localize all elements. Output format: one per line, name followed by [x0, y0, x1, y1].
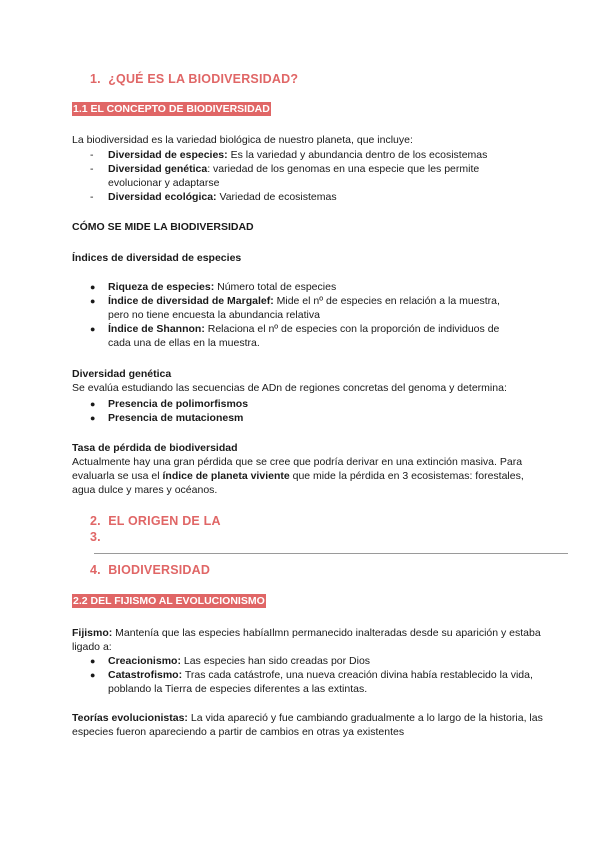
highlighted-heading: 2.2 DEL FIJISMO AL EVOLUCIONISMO	[73, 595, 265, 607]
list-item-text: Variedad de ecosistemas	[216, 191, 337, 203]
evolution-section	[72, 711, 543, 739]
heading-3-number: 3.	[90, 530, 101, 544]
genetic-list	[90, 397, 248, 425]
list-item	[90, 322, 500, 336]
bullet-icon: ●	[90, 656, 96, 666]
evolution-line: especies fueron apareciendo a partir de cambios en otras ya existentes	[72, 726, 405, 738]
loss-rate-section	[72, 441, 524, 497]
list-item-term: Catastrofismo:	[108, 669, 183, 681]
genetic-diversity-title: Diversidad genética	[72, 368, 172, 380]
list-item-text: Las especies han sido creadas por Dios	[180, 655, 371, 667]
heading-2-text: EL ORIGEN DE LA	[108, 514, 221, 528]
loss-rate-line: agua dulce y mares y océanos.	[72, 484, 218, 496]
list-item-text: Relaciona el nº de especies con la proporción de individuos de	[204, 323, 500, 335]
dash-bullet: -	[90, 163, 94, 175]
evolution-term: Teorías evolucionistas:	[72, 712, 188, 724]
fixism-list	[90, 654, 533, 696]
list-item-continuation: pero no tiene encuesta la abundancia relativa	[108, 309, 320, 321]
bullet-icon: ●	[90, 282, 96, 292]
fixism-term: Fijismo:	[72, 627, 113, 639]
list-item-text: Número total de especies	[214, 281, 337, 293]
list-item	[90, 411, 248, 425]
list-item	[90, 148, 487, 162]
loss-rate-title: Tasa de pérdida de biodiversidad	[72, 442, 238, 454]
list-item-continuation: cada una de ellas en la muestra.	[108, 337, 260, 349]
list-item-term: Diversidad ecológica:	[108, 191, 217, 203]
loss-rate-line	[72, 469, 524, 483]
list-item	[90, 280, 500, 294]
list-item-term: Índice de diversidad de Margalef:	[108, 295, 274, 307]
heading-1-text: ¿QUÉ ES LA BIODIVERSIDAD?	[108, 72, 299, 86]
evolution-line	[72, 711, 543, 725]
list-item-term: Diversidad genética	[108, 163, 208, 175]
text-run-bold: índice de planeta viviente	[162, 470, 290, 482]
list-item-term: Diversidad de especies:	[108, 149, 228, 161]
heading-4-text: BIODIVERSIDAD	[108, 563, 211, 577]
heading-4	[90, 563, 210, 577]
heading-1-number: 1.	[90, 72, 101, 86]
dash-bullet: -	[90, 191, 94, 203]
bullet-icon: ●	[90, 399, 96, 409]
text-run: Mantenía que las especies habíaIlmn permanecido inalteradas desde su aparición y estaba	[112, 627, 541, 639]
list-item-term: Creacionismo:	[108, 655, 181, 667]
section-1-1-heading	[72, 103, 271, 115]
list-item-text: Mide el nº de especies en relación a la muestra,	[273, 295, 500, 307]
diversity-list	[90, 148, 487, 204]
text-run: evaluarla se usa el	[72, 470, 163, 482]
bullet-icon: ●	[90, 296, 96, 306]
list-item-text: Es la variedad y abundancia dentro de los ecosistemas	[227, 149, 488, 161]
indices-list	[90, 280, 500, 350]
heading-4-number: 4.	[90, 563, 101, 577]
list-item	[90, 397, 248, 411]
list-item-continuation: evolucionar y adaptarse	[108, 177, 220, 189]
bullet-icon: ●	[90, 670, 96, 680]
dash-bullet: -	[90, 149, 94, 161]
list-item-term: Riqueza de especies:	[108, 281, 215, 293]
loss-rate-line: Actualmente hay una gran pérdida que se cree que podría derivar en una extinción masiva. Para	[72, 456, 523, 468]
list-item	[90, 162, 487, 176]
list-item	[90, 654, 533, 668]
heading-2	[90, 514, 221, 528]
text-run: que mide la pérdida en 3 ecosistemas: forestales,	[289, 470, 524, 482]
highlighted-heading: 1.1 EL CONCEPTO DE BIODIVERSIDAD	[73, 103, 270, 115]
indices-heading: Índices de diversidad de especies	[72, 252, 242, 264]
heading-1	[90, 72, 298, 86]
genetic-diversity-section	[72, 367, 507, 395]
bullet-icon: ●	[90, 324, 96, 334]
list-item	[90, 668, 533, 682]
list-item	[90, 190, 487, 204]
list-item-text: : variedad de los genomas en una especie que les permite	[207, 163, 480, 175]
heading-3	[90, 530, 101, 544]
list-item-term: Presencia de polimorfismos	[108, 398, 249, 410]
fixism-line: ligado a:	[72, 641, 112, 653]
text-run: La vida apareció y fue cambiando gradualmente a lo largo de la historia, las	[187, 712, 543, 724]
list-item-term: Presencia de mutacionesm	[108, 412, 244, 424]
list-item	[90, 294, 500, 308]
bullet-icon: ●	[90, 413, 96, 423]
list-item-continuation: poblando la Tierra de especies diferentes a las extintas.	[108, 683, 368, 695]
genetic-diversity-text: Se evalúa estudiando las secuencias de ADn de regiones concretas del genoma y determina:	[72, 382, 507, 394]
list-item-text: Tras cada catástrofe, una nueva creación divina había restablecido la vida,	[182, 669, 533, 681]
section-2-2-heading	[72, 595, 266, 607]
how-measured-heading: CÓMO SE MIDE LA BIODIVERSIDAD	[72, 221, 254, 233]
list-item-term: Índice de Shannon:	[108, 323, 205, 335]
horizontal-rule	[94, 553, 568, 554]
heading-2-number: 2.	[90, 514, 101, 528]
fixism-section	[72, 626, 541, 654]
intro-text: La biodiversidad es la variedad biológica de nuestro planeta, que incluye:	[72, 134, 413, 146]
fixism-line	[72, 626, 541, 640]
